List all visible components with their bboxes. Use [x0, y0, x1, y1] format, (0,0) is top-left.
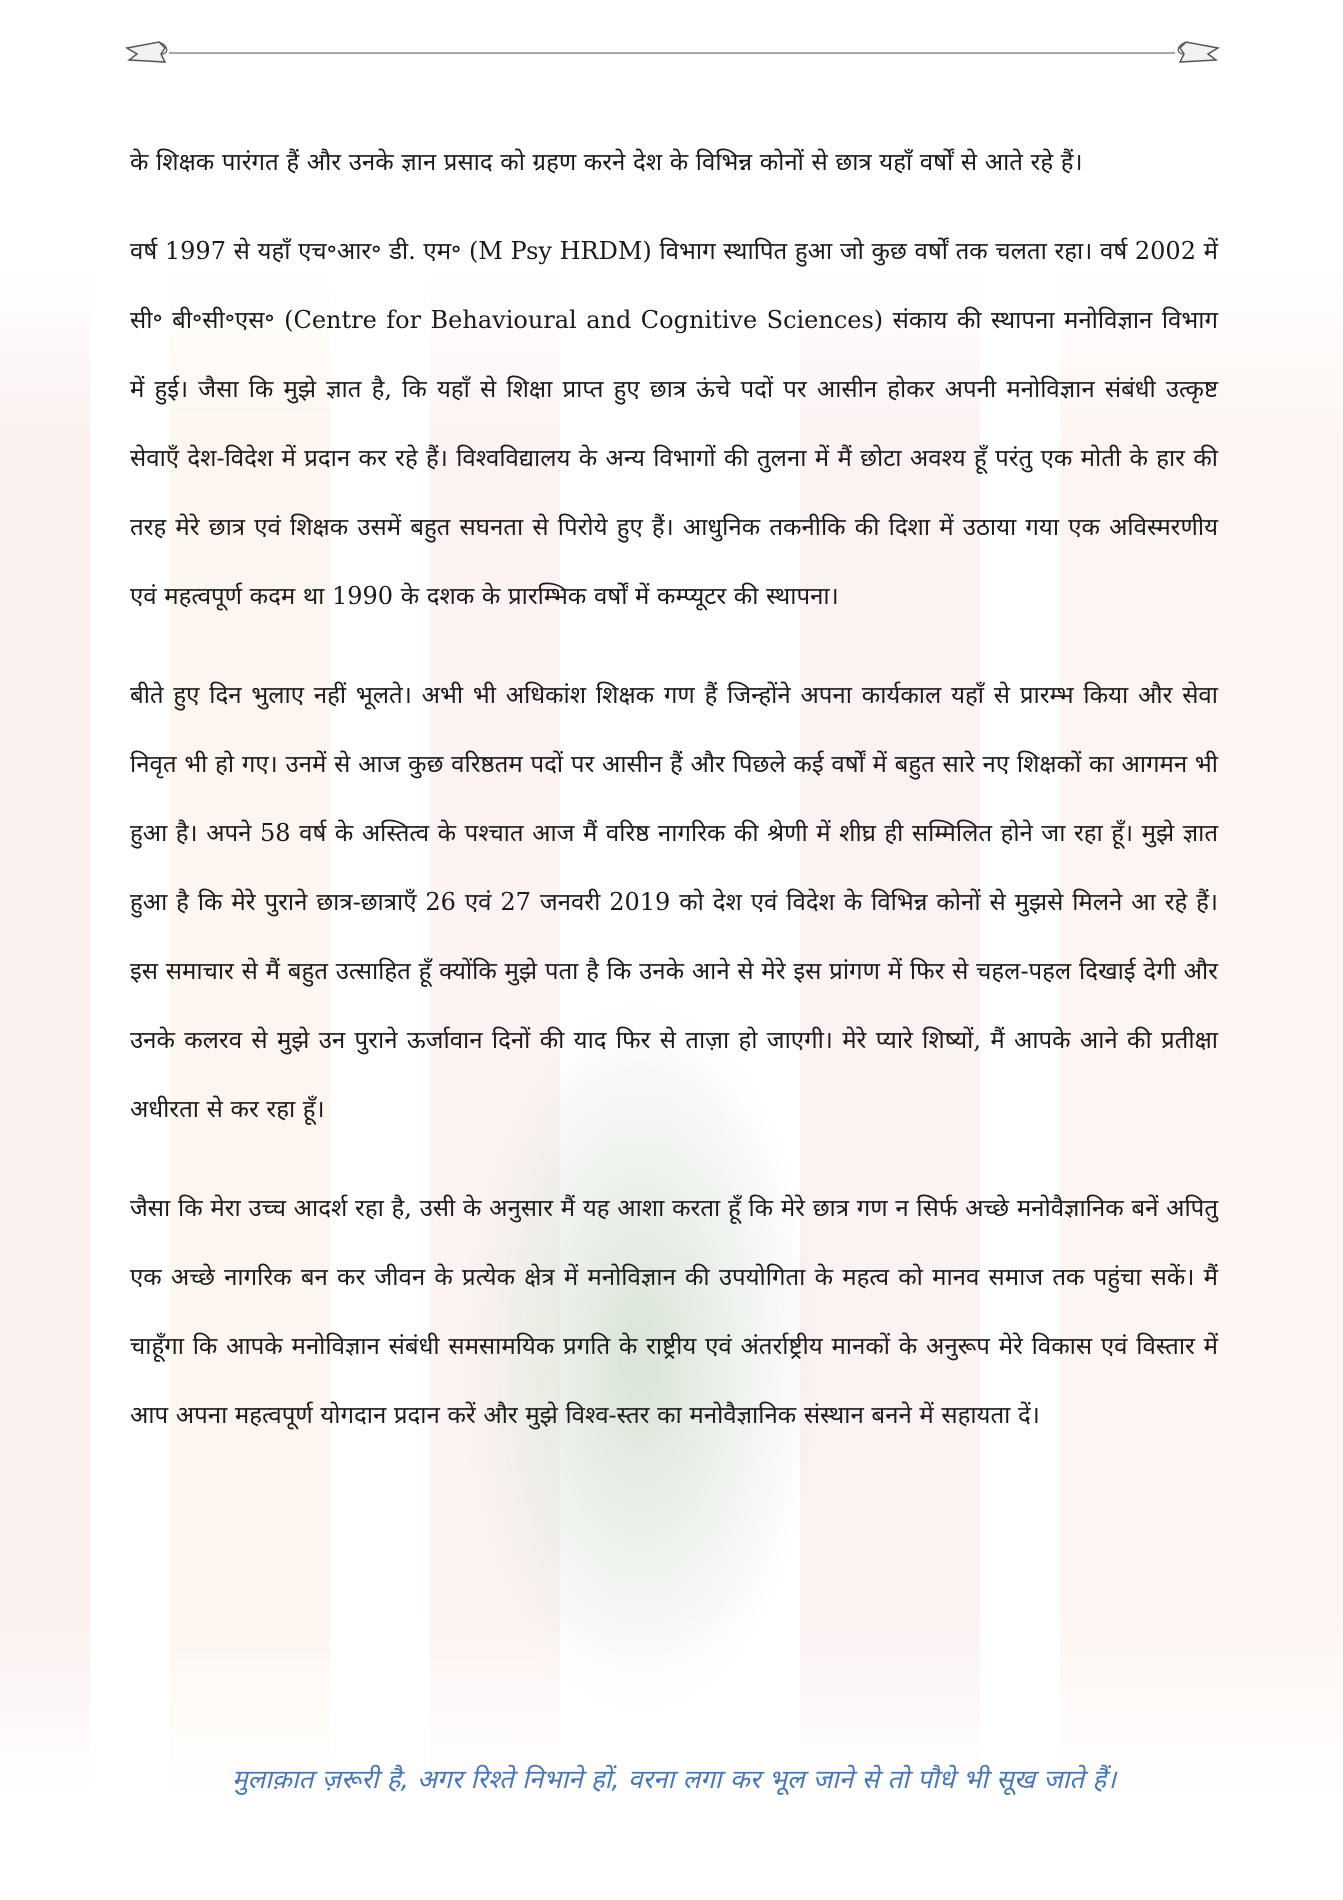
- paragraph-4: जैसा कि मेरा उच्च आदर्श रहा है, उसी के अनुसार मैं यह आशा करता हूँ कि मेरे छात्र गण न सिर्फ अच्छे मनोवैज्ञानिक बनें अपितु एक अच्छे नागरिक बन कर जीवन के प्रत्येक क्षेत्र में मनोविज्ञान की उपयोगिता के महत्व को मानव समाज तक पहुंचा सकें। मैं चाहूँगा कि आपके मनोविज्ञान संबंधी समसामयिक प्रगति के राष्ट्रीय एवं अंतर्राष्ट्रीय मानकों के अनुरूप मेरे विकास एवं विस्तार में आप अपना महत्वपूर्ण योगदान प्रदान करें और मुझे विश्व-स्तर का मनोवैज्ञानिक संस्थान बनने में सहायता दें।: [130, 1194, 1218, 1429]
- header-scroll-rule: [125, 38, 1220, 68]
- paragraph-2: वर्ष 1997 से यहाँ एच॰आर॰ डी. एम॰ (M Psy HRDM) विभाग स्थापित हुआ जो कुछ वर्षों तक चलता रहा। वर्ष 2002 में सी॰ बी॰सी॰एस॰ (Centre for Behavioural and Cognitive Sciences) संकाय की स्थापना मनोविज्ञान विभाग में हुई। जैसा कि मुझे ज्ञात है, कि यहाँ से शिक्षा प्राप्त हुए छात्र ऊंचे पदों पर आसीन होकर अपनी मनोविज्ञान संबंधी उत्कृष्ट सेवाएँ देश-विदेश में प्रदान कर रहे हैं। विश्वविद्यालय के अन्य विभागों की तुलना में मैं छोटा अवश्य हूँ परंतु एक मोती के हार की तरह मेरे छात्र एवं शिक्षक उसमें बहुत सघनता से पिरोये हुए हैं। आधुनिक तकनीकि की दिशा में उठाया गया एक अविस्मरणीय एवं महत्वपूर्ण कदम था 1990 के दशक के प्रारम्भिक वर्षों में कम्प्यूटर की स्थापना।: [130, 237, 1218, 610]
- paragraph-1: के शिक्षक पारंगत हैं और उनके ज्ञान प्रसाद को ग्रहण करने देश के विभिन्न कोनों से छात्र यहाँ वर्षों से आते रहे हैं।: [130, 148, 1083, 176]
- paragraph-3: बीते हुए दिन भुलाए नहीं भूलते। अभी भी अधिकांश शिक्षक गण हैं जिन्होंने अपना कार्यकाल यहाँ से प्रारम्भ किया और सेवा निवृत भी हो गए। उनमें से आज कुछ वरिष्ठतम पदों पर आसीन हैं और पिछले कई वर्षों में बहुत सारे नए शिक्षकों का आगमन भी हुआ है। अपने 58 वर्ष के अस्तित्व के पश्चात आज मैं वरिष्ठ नागरिक की श्रेणी में शीघ्र ही सम्मिलित होने जा रहा हूँ। मुझे ज्ञात हुआ है कि मेरे पुराने छात्र-छात्राएँ 26 एवं 27 जनवरी 2019 को देश एवं विदेश के विभिन्न कोनों से मुझसे मिलने आ रहे हैं। इस समाचार से मैं बहुत उत्साहित हूँ क्योंकि मुझे पता है कि उनके आने से मेरे इस प्रांगण में फिर से चहल-पहल दिखाई देगी और उनके कलरव से मुझे उन पुराने ऊर्जावान दिनों की याद फिर से ताज़ा हो जाएगी। मेरे प्यारे शिष्यों, मैं आपके आने की प्रतीक्षा अधीरता से कर रहा हूँ।: [130, 681, 1219, 1123]
- document-body: [130, 128, 1218, 1480]
- closing-quote: मुलाक़ात ज़रूरी है, अगर रिश्ते निभाने हों, वरना लगा कर भूल जाने से तो पौधे भी सूख जाते हैं।: [231, 1765, 1117, 1795]
